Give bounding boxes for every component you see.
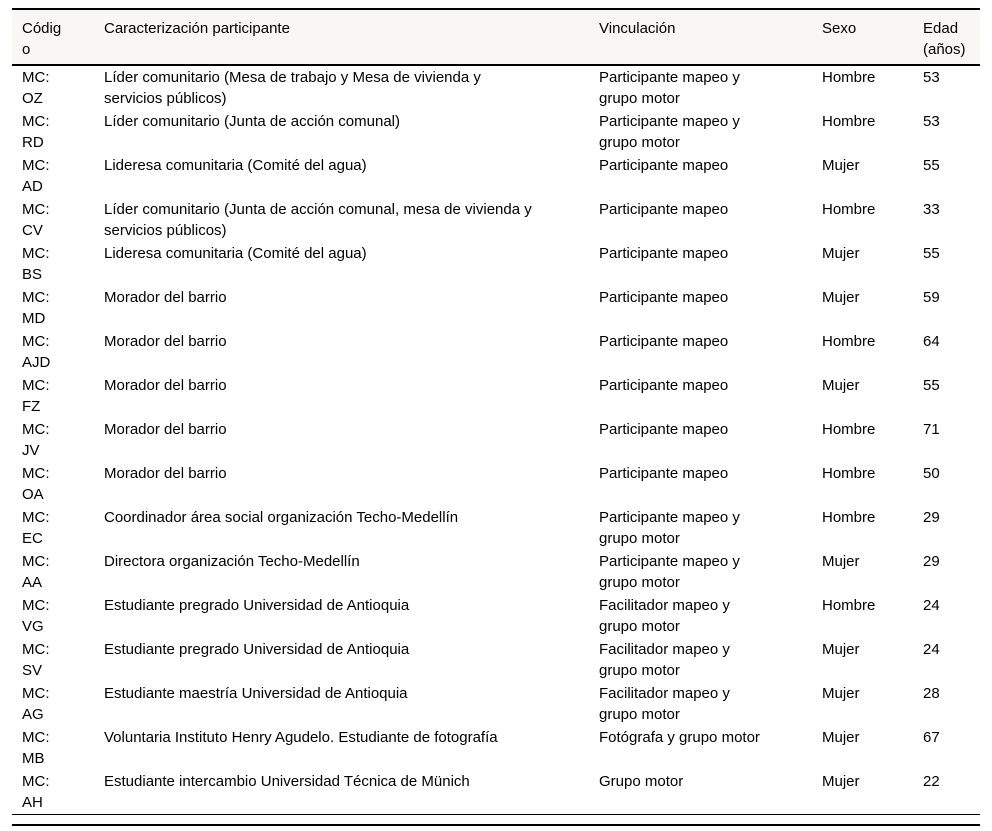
cell-codigo: MC: BS — [22, 245, 50, 283]
bottom-rule — [12, 824, 980, 826]
cell-codigo: MC: AD — [22, 157, 50, 195]
cell-codigo: MC: OA — [22, 465, 50, 503]
cell-codigo: MC: VG — [22, 597, 50, 635]
table-header — [12, 9, 980, 65]
cell-caracterizacion: Directora organización Techo-Medellín — [104, 553, 360, 570]
cell-caracterizacion: Estudiante pregrado Universidad de Antioquia — [104, 597, 410, 614]
cell-edad: 53 — [923, 113, 940, 130]
cell-sexo: Hombre — [822, 421, 876, 438]
table-row — [12, 198, 980, 242]
cell-vinculacion: Participante mapeo y grupo motor — [599, 69, 740, 107]
cell-codigo: MC: MD — [22, 289, 50, 327]
table-row — [12, 770, 980, 815]
cell-edad: 55 — [923, 377, 940, 394]
cell-vinculacion: Participante mapeo y grupo motor — [599, 509, 740, 547]
cell-vinculacion: Fotógrafa y grupo motor — [599, 729, 760, 746]
cell-caracterizacion: Morador del barrio — [104, 421, 227, 438]
cell-caracterizacion: Morador del barrio — [104, 377, 227, 394]
cell-edad: 64 — [923, 333, 940, 350]
table-row — [12, 462, 980, 506]
cell-edad: 29 — [923, 509, 940, 526]
cell-caracterizacion: Lideresa comunitaria (Comité del agua) — [104, 157, 367, 174]
table-row — [12, 594, 980, 638]
cell-codigo: MC: AA — [22, 553, 50, 591]
cell-sexo: Hombre — [822, 201, 876, 218]
table-body — [12, 65, 980, 815]
cell-sexo: Mujer — [822, 641, 860, 658]
cell-codigo: MC: RD — [22, 113, 50, 151]
cell-vinculacion: Participante mapeo — [599, 289, 729, 306]
cell-edad: 24 — [923, 641, 940, 658]
table-row — [12, 418, 980, 462]
cell-sexo: Mujer — [822, 729, 860, 746]
cell-codigo: MC: AG — [22, 685, 50, 723]
cell-sexo: Mujer — [822, 289, 860, 306]
cell-edad: 59 — [923, 289, 940, 306]
cell-codigo: MC: AJD — [22, 333, 51, 371]
table-row — [12, 506, 980, 550]
cell-caracterizacion: Estudiante intercambio Universidad Técnica de Münich — [104, 773, 470, 790]
cell-caracterizacion: Estudiante maestría Universidad de Antioquia — [104, 685, 408, 702]
cell-edad: 28 — [923, 685, 940, 702]
cell-vinculacion: Facilitador mapeo y grupo motor — [599, 641, 730, 679]
cell-edad: 71 — [923, 421, 940, 438]
cell-caracterizacion: Morador del barrio — [104, 465, 227, 482]
cell-sexo: Hombre — [822, 465, 876, 482]
cell-sexo: Mujer — [822, 377, 860, 394]
cell-caracterizacion: Líder comunitario (Mesa de trabajo y Mesa de vivienda y servicios públicos) — [104, 69, 481, 107]
table-row — [12, 550, 980, 594]
table-row — [12, 242, 980, 286]
cell-edad: 67 — [923, 729, 940, 746]
table-row — [12, 65, 980, 110]
cell-sexo: Hombre — [822, 333, 876, 350]
table-row — [12, 330, 980, 374]
table-row — [12, 154, 980, 198]
header-cell-caracterizacion: Caracterización participante — [94, 9, 589, 65]
cell-edad: 55 — [923, 245, 940, 262]
cell-caracterizacion: Líder comunitario (Junta de acción comunal) — [104, 113, 400, 130]
table-row — [12, 286, 980, 330]
cell-caracterizacion: Voluntaria Instituto Henry Agudelo. Estudiante de fotografía — [104, 729, 498, 746]
cell-vinculacion: Participante mapeo y grupo motor — [599, 553, 740, 591]
cell-codigo: MC: OZ — [22, 69, 50, 107]
cell-vinculacion: Participante mapeo — [599, 157, 729, 174]
cell-vinculacion: Participante mapeo — [599, 421, 729, 438]
cell-sexo: Hombre — [822, 69, 876, 86]
header-cell-codigo: Código — [12, 9, 94, 65]
cell-caracterizacion: Coordinador área social organización Techo-Medellín — [104, 509, 459, 526]
participants-table — [12, 8, 980, 815]
cell-edad: 33 — [923, 201, 940, 218]
cell-codigo: MC: EC — [22, 509, 50, 547]
cell-vinculacion: Grupo motor — [599, 773, 684, 790]
table-row — [12, 638, 980, 682]
cell-sexo: Mujer — [822, 553, 860, 570]
header-cell-edad: Edad (años) — [913, 9, 980, 65]
cell-edad: 53 — [923, 69, 940, 86]
table-row — [12, 682, 980, 726]
table-row — [12, 726, 980, 770]
cell-codigo: MC: AH — [22, 773, 50, 811]
cell-sexo: Hombre — [822, 597, 876, 614]
cell-codigo: MC: MB — [22, 729, 50, 767]
cell-caracterizacion: Líder comunitario (Junta de acción comunal, mesa de vivienda y servicios públicos) — [104, 201, 532, 239]
cell-sexo: Mujer — [822, 245, 860, 262]
cell-sexo: Mujer — [822, 773, 860, 790]
table-row — [12, 374, 980, 418]
header-row — [12, 9, 980, 65]
cell-codigo: MC: FZ — [22, 377, 50, 415]
cell-codigo: MC: SV — [22, 641, 50, 679]
cell-sexo: Mujer — [822, 685, 860, 702]
cell-vinculacion: Facilitador mapeo y grupo motor — [599, 597, 730, 635]
cell-edad: 22 — [923, 773, 940, 790]
table-row — [12, 110, 980, 154]
cell-caracterizacion: Morador del barrio — [104, 333, 227, 350]
cell-vinculacion: Participante mapeo — [599, 201, 729, 218]
cell-vinculacion: Participante mapeo — [599, 465, 729, 482]
header-cell-vinculacion: Vinculación — [589, 9, 812, 65]
cell-edad: 50 — [923, 465, 940, 482]
cell-edad: 29 — [923, 553, 940, 570]
cell-codigo: MC: JV — [22, 421, 50, 459]
cell-vinculacion: Participante mapeo — [599, 377, 729, 394]
cell-caracterizacion: Lideresa comunitaria (Comité del agua) — [104, 245, 367, 262]
cell-sexo: Mujer — [822, 157, 860, 174]
cell-codigo: MC: CV — [22, 201, 50, 239]
cell-sexo: Hombre — [822, 113, 876, 130]
cell-edad: 24 — [923, 597, 940, 614]
cell-vinculacion: Participante mapeo y grupo motor — [599, 113, 740, 151]
cell-vinculacion: Participante mapeo — [599, 245, 729, 262]
cell-vinculacion: Participante mapeo — [599, 333, 729, 350]
cell-sexo: Hombre — [822, 509, 876, 526]
header-cell-sexo: Sexo — [812, 9, 913, 65]
cell-edad: 55 — [923, 157, 940, 174]
cell-caracterizacion: Morador del barrio — [104, 289, 227, 306]
cell-caracterizacion: Estudiante pregrado Universidad de Antioquia — [104, 641, 410, 658]
cell-vinculacion: Facilitador mapeo y grupo motor — [599, 685, 730, 723]
